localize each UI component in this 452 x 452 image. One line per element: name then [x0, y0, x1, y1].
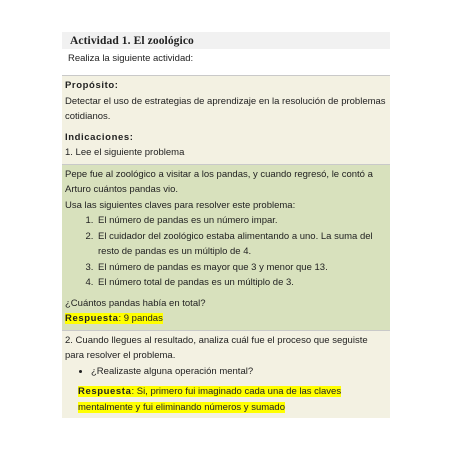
problem-answer [65, 311, 387, 327]
clues-list [65, 213, 387, 291]
step-2-bullets [65, 364, 387, 380]
clue-item: 1. El número de pandas es un número impar. [96, 213, 387, 229]
document-subtitle: Realiza la siguiente actividad: [68, 53, 194, 64]
clue-item: 3. El número de pandas es mayor que 3 y menor que 13. [96, 260, 387, 276]
step-2-bullet: • ¿Realizaste alguna operación mental? [91, 364, 387, 380]
step-2-answer-value: : Si, primero fui imaginado cada una de las claves mentalmente y fui eliminando números y sumado [78, 386, 342, 413]
proposito-text: Detectar el uso de estrategias de aprendizaje en la resolución de problemas cotidianos. [65, 95, 386, 122]
answer-value: : 9 pandas [118, 313, 163, 324]
indicaciones-section [62, 128, 390, 164]
indicaciones-step-1: 1. Lee el siguiente problema [65, 147, 185, 158]
step-2-text: 2. Cuando llegues al resultado, analiza cuál fue el proceso que seguiste para resolver el problema. [65, 334, 368, 361]
clue-item: 4. El número total de pandas es un múltiplo de 3. [96, 275, 387, 291]
step-2-answer [65, 384, 387, 415]
document-title: Actividad 1. El zoológico [62, 32, 390, 49]
problem-text: Pepe fue al zoológico a visitar a los pandas, y cuando regresó, le contó a Arturo cuántos pandas vio. [65, 168, 373, 195]
answer-label: Respuesta [65, 313, 119, 324]
problem-question: ¿Cuántos pandas había en total? [65, 297, 206, 309]
proposito-heading: Propósito: [65, 80, 119, 91]
document-page [62, 32, 390, 418]
indicaciones-heading: Indicaciones: [65, 131, 134, 143]
step-2-answer-label: Respuesta [78, 386, 132, 397]
step-2-section [62, 330, 390, 419]
proposito-section [62, 75, 390, 128]
clue-item: 2. El cuidador del zoológico estaba alimentando a uno. La suma del resto de pandas es un múltiplo de 4. [96, 229, 387, 260]
clues-intro: Usa las siguientes claves para resolver este problema: [65, 199, 296, 211]
problem-section [62, 164, 390, 330]
